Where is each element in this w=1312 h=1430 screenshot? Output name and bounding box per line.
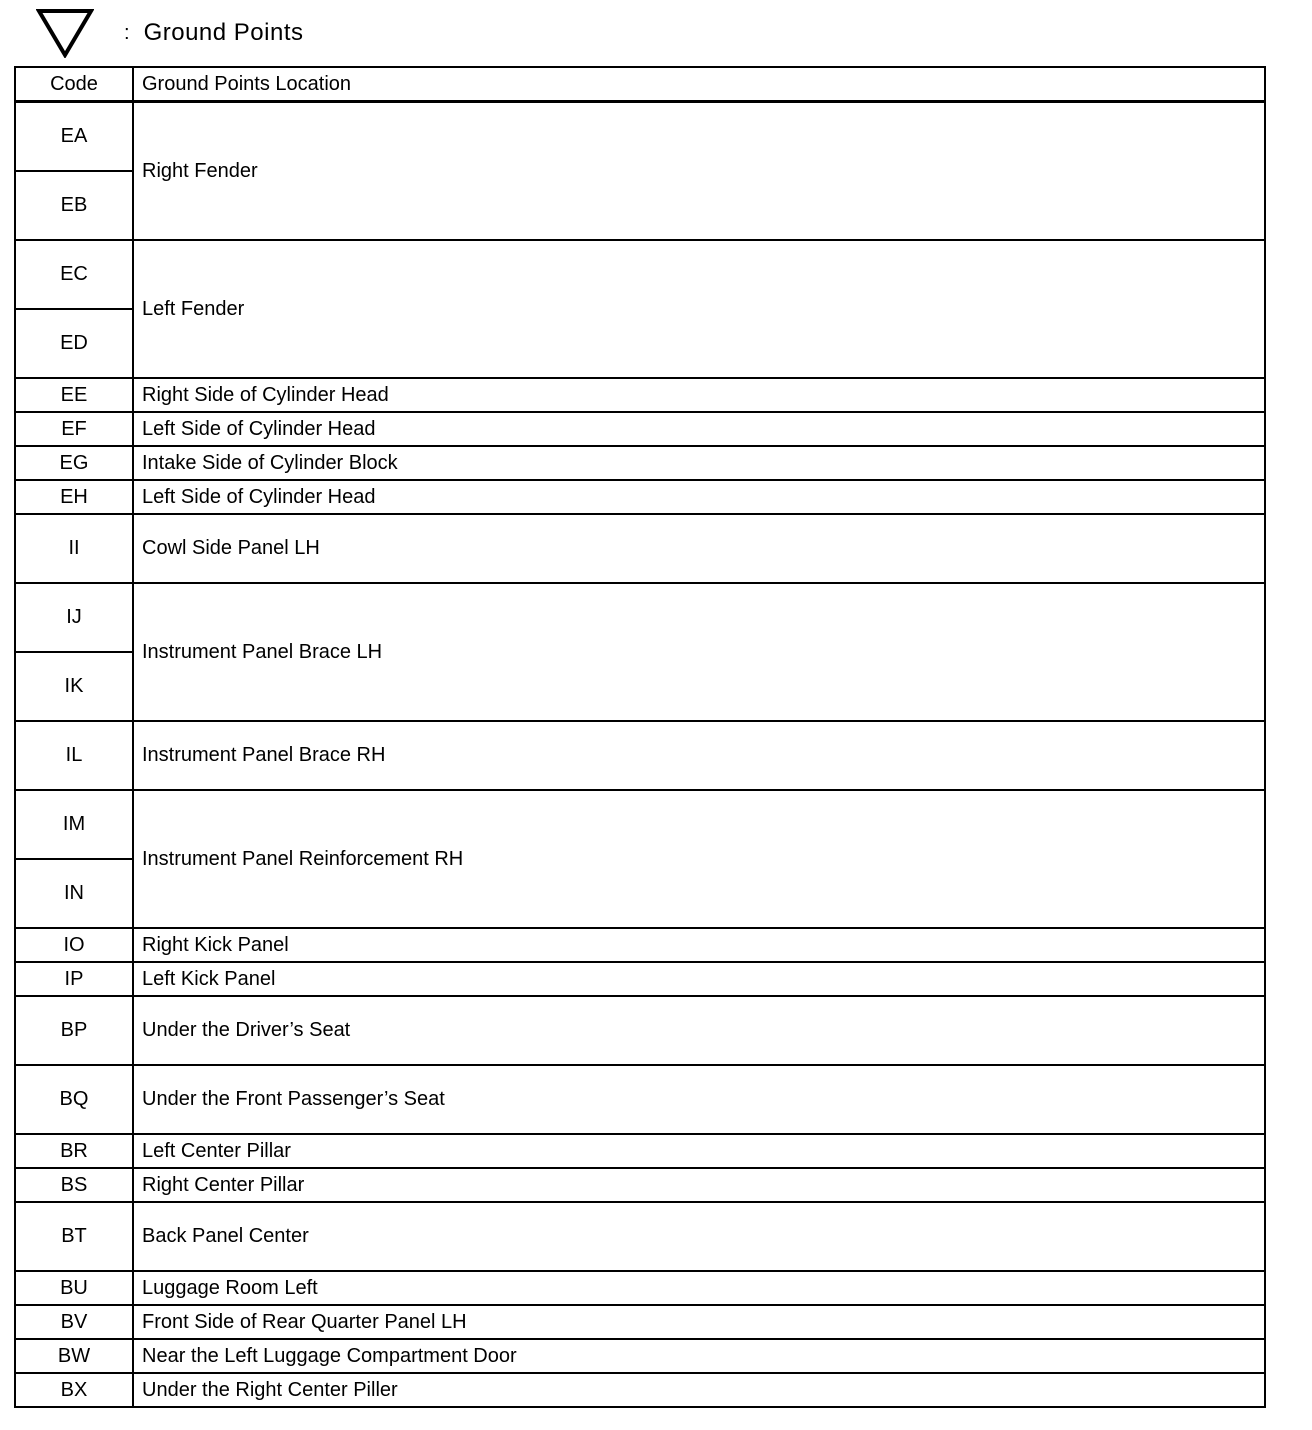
code-column-header: Code [15,67,133,102]
location-cell: Front Side of Rear Quarter Panel LH [133,1305,1265,1339]
table-row [15,1373,1265,1407]
location-cell: Near the Left Luggage Compartment Door [133,1339,1265,1373]
code-cell: BW [15,1339,133,1373]
legend-header [36,8,303,58]
location-cell: Left Fender [133,240,1265,378]
table-row [15,996,1265,1065]
table-row [15,1271,1265,1305]
ground-point-triangle-icon [36,8,94,58]
legend-title: Ground Points [143,19,304,46]
table-row [15,378,1265,412]
code-cell: ED [15,309,133,378]
location-cell: Under the Driver’s Seat [133,996,1265,1065]
location-cell: Luggage Room Left [133,1271,1265,1305]
table-row [15,412,1265,446]
code-cell: BU [15,1271,133,1305]
table-row [15,1305,1265,1339]
code-cell: BX [15,1373,133,1407]
location-cell: Instrument Panel Reinforcement RH [133,790,1265,928]
legend-separator: : [124,22,130,44]
table-row [15,240,1265,309]
table-row [15,1168,1265,1202]
location-cell: Instrument Panel Brace LH [133,583,1265,721]
location-cell: Instrument Panel Brace RH [133,721,1265,790]
code-cell: BV [15,1305,133,1339]
location-cell: Right Center Pillar [133,1168,1265,1202]
code-cell: BS [15,1168,133,1202]
location-cell: Right Side of Cylinder Head [133,378,1265,412]
table-row [15,446,1265,480]
code-cell: EB [15,171,133,240]
table-row [15,1134,1265,1168]
location-cell: Under the Front Passenger’s Seat [133,1065,1265,1134]
code-cell: IP [15,962,133,996]
code-cell: BT [15,1202,133,1271]
table-row [15,1202,1265,1271]
table-row [15,1339,1265,1373]
location-cell: Left Side of Cylinder Head [133,412,1265,446]
code-cell: EE [15,378,133,412]
table-row [15,480,1265,514]
table-row [15,790,1265,859]
table-row [15,102,1265,172]
ground-points-table [14,66,1266,1408]
code-cell: EG [15,446,133,480]
location-cell: Left Side of Cylinder Head [133,480,1265,514]
table-row [15,962,1265,996]
location-cell: Left Kick Panel [133,962,1265,996]
code-cell: EC [15,240,133,309]
table-row [15,928,1265,962]
location-cell: Under the Right Center Piller [133,1373,1265,1407]
location-cell: Right Fender [133,102,1265,241]
code-cell: IJ [15,583,133,652]
location-cell: Back Panel Center [133,1202,1265,1271]
location-column-header: Ground Points Location [133,67,1265,102]
code-cell: IK [15,652,133,721]
table-row [15,721,1265,790]
table-header-row [15,67,1265,102]
code-cell: EH [15,480,133,514]
location-cell: Intake Side of Cylinder Block [133,446,1265,480]
location-cell: Cowl Side Panel LH [133,514,1265,583]
code-cell: BR [15,1134,133,1168]
code-cell: IN [15,859,133,928]
code-cell: EA [15,102,133,172]
code-cell: BP [15,996,133,1065]
table-row [15,514,1265,583]
code-cell: BQ [15,1065,133,1134]
table-row [15,583,1265,652]
code-cell: IM [15,790,133,859]
code-cell: IO [15,928,133,962]
table-row [15,1065,1265,1134]
code-cell: EF [15,412,133,446]
location-cell: Right Kick Panel [133,928,1265,962]
location-cell: Left Center Pillar [133,1134,1265,1168]
code-cell: IL [15,721,133,790]
code-cell: II [15,514,133,583]
